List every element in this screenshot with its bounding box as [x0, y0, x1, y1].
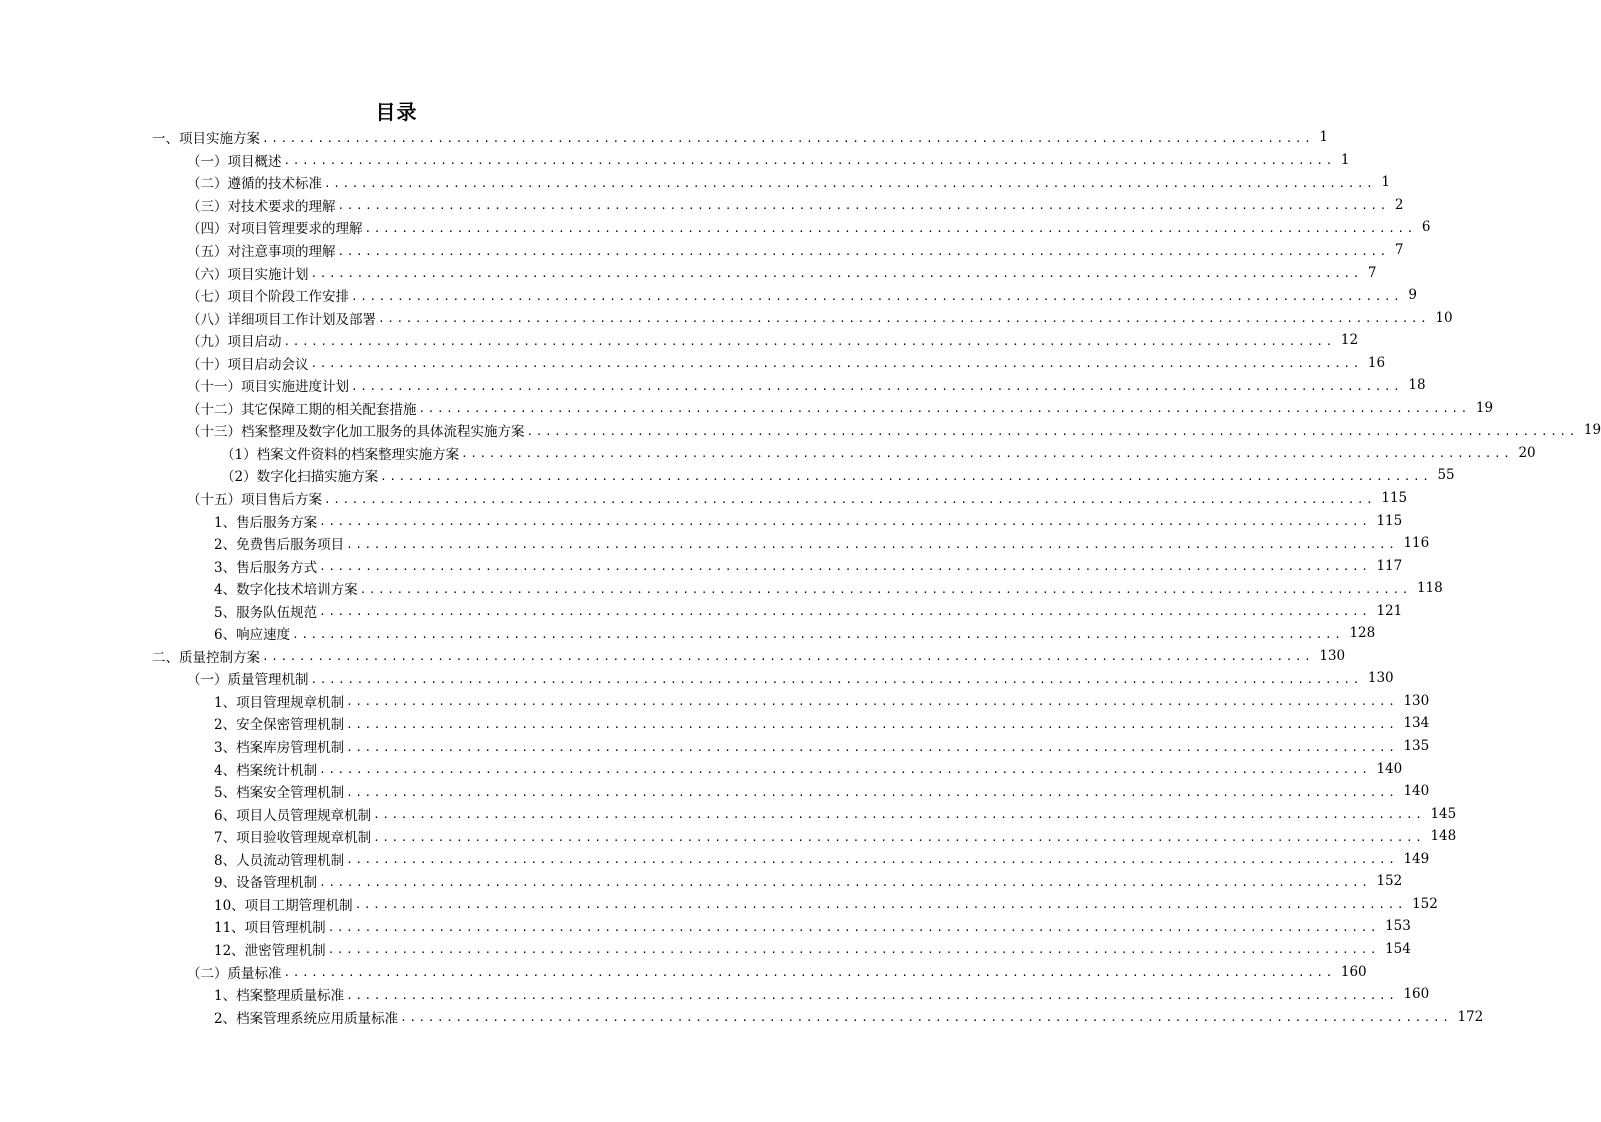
toc-entry-page: 145	[1430, 805, 1457, 822]
table-of-contents	[0, 126, 1601, 1028]
toc-entry-page: 152	[1412, 895, 1438, 912]
toc-entry-label: 6、响应速度	[214, 627, 291, 644]
toc-entry[interactable]	[0, 802, 1457, 825]
toc-entry-label: （一）项目概述	[187, 153, 282, 170]
toc-leader-dots: ..................................................................................................................	[262, 650, 1314, 664]
toc-leader-dots: ..................................................................................................................	[324, 492, 1376, 506]
toc-entry-page: 19	[1583, 422, 1601, 439]
toc-entry-page: 19	[1475, 399, 1494, 416]
toc-leader-dots: ..................................................................................................................	[346, 695, 1398, 709]
toc-entry[interactable]	[0, 261, 1377, 284]
toc-entry-label: 3、售后服务方式	[214, 559, 318, 576]
toc-entry-page: 9	[1408, 287, 1417, 304]
toc-entry-label: 10、项目工期管理机制	[214, 897, 353, 914]
toc-entry-page: 140	[1376, 760, 1403, 777]
toc-entry-label: 3、档案库房管理机制	[214, 740, 345, 757]
toc-entry-page: 154	[1385, 940, 1411, 957]
toc-entry-label: 5、档案安全管理机制	[214, 785, 345, 802]
toc-entry-page: 1	[1319, 129, 1328, 146]
toc-entry-page: 153	[1385, 918, 1411, 935]
toc-entry[interactable]	[0, 1005, 1484, 1028]
toc-entry[interactable]	[0, 194, 1404, 217]
toc-entry-page: 20	[1518, 444, 1536, 461]
toc-entry-label: 12、泄密管理机制	[214, 942, 326, 959]
toc-entry-page: 1	[1340, 151, 1350, 168]
toc-entry[interactable]	[0, 757, 1403, 780]
toc-leader-dots: ..................................................................................................................	[373, 808, 1425, 822]
toc-leader-dots: ..................................................................................................................	[319, 763, 1371, 777]
toc-leader-dots: ..................................................................................................................	[310, 267, 1362, 281]
toc-leader-dots: ..................................................................................................................	[319, 875, 1371, 889]
toc-entry-page: 148	[1430, 828, 1457, 845]
toc-entry-page: 130	[1403, 692, 1430, 709]
toc-leader-dots: ..................................................................................................................	[337, 199, 1389, 213]
toc-entry-page: 116	[1403, 535, 1430, 552]
toc-entry-label: 1、项目管理规章机制	[214, 694, 345, 711]
toc-entry-page: 135	[1403, 738, 1430, 755]
toc-leader-dots: ..................................................................................................................	[327, 920, 1380, 934]
toc-entry-page: 152	[1376, 873, 1403, 890]
toc-entry-label: （二）质量标准	[187, 965, 282, 982]
toc-entry-label: 5、服务队伍规范	[214, 604, 318, 621]
toc-leader-dots: ..................................................................................................................	[418, 402, 1470, 416]
toc-title: 目录	[375, 100, 418, 124]
toc-leader-dots: ..................................................................................................................	[378, 312, 1430, 326]
toc-entry[interactable]	[0, 351, 1386, 374]
toc-entry-label: 9、设备管理机制	[214, 875, 318, 892]
toc-leader-dots: ..................................................................................................................	[283, 966, 1335, 979]
toc-entry-page: 2	[1394, 196, 1404, 213]
toc-entry-label: （一）质量管理机制	[187, 672, 309, 689]
toc-entry-label: （八）详细项目工作计划及部署	[187, 311, 376, 328]
toc-leader-dots: ..................................................................................................................	[359, 582, 1411, 596]
toc-entry-label: 1、档案整理质量标准	[214, 988, 345, 1005]
toc-entry[interactable]	[0, 983, 1430, 1006]
toc-leader-dots: ..................................................................................................................	[283, 154, 1335, 168]
toc-entry[interactable]	[0, 667, 1394, 690]
toc-leader-dots: ..................................................................................................................	[380, 469, 1432, 483]
toc-entry-label: （1）档案文件资料的档案整理实施方案	[221, 446, 460, 463]
toc-entry-label: （二）遵循的技术标准	[187, 176, 322, 193]
toc-entry-label: 2、免费售后服务项目	[214, 537, 345, 554]
toc-entry-page: 130	[1319, 647, 1346, 664]
toc-entry-label: （六）项目实施计划	[187, 266, 309, 283]
toc-entry-label: （五）对注意事项的理解	[187, 244, 336, 260]
toc-leader-dots: ..................................................................................................................	[346, 537, 1398, 551]
toc-entry[interactable]	[0, 464, 1455, 487]
toc-entry[interactable]	[0, 780, 1430, 803]
toc-entry-label: 2、安全保密管理机制	[214, 717, 345, 734]
toc-entry[interactable]	[0, 509, 1403, 532]
toc-leader-dots: ..................................................................................................................	[346, 740, 1398, 754]
toc-entry-page: 121	[1376, 602, 1403, 619]
toc-entry-page: 128	[1349, 625, 1376, 642]
toc-entry[interactable]	[0, 329, 1359, 352]
toc-entry-label: 1、售后服务方案	[214, 514, 318, 531]
toc-entry[interactable]	[0, 938, 1411, 961]
toc-entry-page: 6	[1421, 219, 1431, 236]
toc-leader-dots: ..................................................................................................................	[310, 357, 1362, 371]
toc-entry-label: 4、档案统计机制	[214, 762, 318, 779]
toc-entry-page: 115	[1376, 512, 1403, 529]
toc-entry-label: 11、项目管理机制	[214, 920, 326, 937]
toc-entry-page: 7	[1367, 264, 1377, 281]
toc-leader-dots: ..................................................................................................................	[461, 447, 1513, 461]
toc-entry-label: （七）项目个阶段工作安排	[187, 289, 349, 306]
toc-entry-label: 6、项目人员管理规章机制	[214, 807, 372, 824]
toc-entry-label: （十）项目启动会议	[187, 356, 309, 373]
toc-entry[interactable]	[0, 870, 1403, 893]
toc-entry-page: 130	[1367, 670, 1394, 687]
toc-entry-page: 18	[1408, 377, 1426, 394]
toc-leader-dots: ..................................................................................................................	[310, 672, 1362, 686]
toc-entry-page: 16	[1367, 354, 1386, 371]
toc-entry-label: （四）对项目管理要求的理解	[187, 221, 363, 238]
toc-leader-dots: ..................................................................................................................	[346, 988, 1398, 1002]
toc-entry-page: 55	[1437, 467, 1455, 484]
toc-entry[interactable]	[0, 915, 1411, 938]
toc-entry[interactable]	[0, 374, 1426, 397]
toc-entry-page: 1	[1381, 174, 1390, 191]
toc-entry[interactable]	[0, 690, 1430, 713]
toc-entry-label: （十三）档案整理及数字化加工服务的具体流程实施方案	[187, 424, 525, 441]
toc-entry-label: （十一）项目实施进度计划	[187, 379, 349, 396]
toc-entry[interactable]	[0, 848, 1430, 871]
toc-entry[interactable]	[0, 419, 1601, 442]
toc-entry-label: 8、人员流动管理机制	[214, 852, 345, 869]
toc-leader-dots: ..................................................................................................................	[346, 717, 1398, 731]
toc-entry[interactable]	[0, 126, 1328, 149]
toc-entry[interactable]	[0, 735, 1430, 758]
toc-entry[interactable]	[0, 712, 1430, 735]
toc-entry[interactable]	[0, 893, 1438, 916]
toc-entry[interactable]	[0, 149, 1350, 172]
toc-entry[interactable]	[0, 960, 1367, 983]
toc-entry[interactable]	[0, 216, 1431, 239]
toc-entry-label: （三）对技术要求的理解	[187, 198, 336, 215]
toc-leader-dots: ..................................................................................................................	[319, 605, 1371, 619]
toc-entry-label: 2、档案管理系统应用质量标准	[214, 1010, 399, 1027]
toc-leader-dots: ..................................................................................................................	[319, 560, 1371, 574]
toc-leader-dots: ..................................................................................................................	[262, 131, 1314, 145]
toc-entry-page: 149	[1403, 850, 1430, 867]
toc-leader-dots: ..................................................................................................................	[526, 424, 1578, 438]
toc-leader-dots: ..................................................................................................................	[351, 379, 1403, 393]
toc-leader-dots: ..................................................................................................................	[283, 334, 1335, 348]
toc-entry-page: 160	[1340, 963, 1367, 980]
toc-entry-page: 172	[1457, 1008, 1484, 1025]
toc-entry[interactable]	[0, 397, 1494, 420]
toc-leader-dots: ..................................................................................................................	[351, 289, 1403, 303]
toc-leader-dots: ..................................................................................................................	[327, 943, 1380, 957]
toc-entry[interactable]	[0, 171, 1390, 194]
toc-entry[interactable]	[0, 306, 1453, 329]
toc-entry-label: （十二）其它保障工期的相关配套措施	[187, 401, 417, 418]
toc-leader-dots: ..................................................................................................................	[292, 627, 1344, 641]
toc-leader-dots: ..................................................................................................................	[324, 176, 1376, 190]
toc-entry-label: 二、质量控制方案	[152, 649, 260, 666]
toc-entry[interactable]	[0, 532, 1430, 555]
toc-leader-dots: ..................................................................................................................	[364, 221, 1416, 235]
toc-leader-dots: ..................................................................................................................	[346, 785, 1398, 799]
toc-entry-page: 118	[1416, 580, 1443, 597]
toc-entry-label: 7、项目验收管理规章机制	[214, 830, 372, 847]
toc-entry-page: 12	[1340, 332, 1359, 349]
toc-leader-dots: ..................................................................................................................	[373, 830, 1425, 844]
toc-entry-label: 一、项目实施方案	[152, 131, 260, 148]
toc-entry[interactable]	[0, 284, 1417, 307]
toc-leader-dots: ..................................................................................................................	[400, 1011, 1452, 1025]
toc-entry[interactable]	[0, 554, 1403, 577]
toc-entry-page: 10	[1435, 309, 1453, 326]
toc-entry-page: 117	[1376, 557, 1403, 574]
toc-entry[interactable]	[0, 825, 1457, 848]
toc-leader-dots: ..................................................................................................................	[354, 898, 1407, 912]
toc-entry-label: （2）数字化扫描实施方案	[221, 469, 379, 486]
toc-entry[interactable]	[0, 239, 1404, 262]
toc-entry-label: 4、数字化技术培训方案	[214, 582, 358, 599]
toc-entry-page: 140	[1403, 783, 1430, 800]
toc-entry-label: （九）项目启动	[187, 334, 282, 351]
toc-leader-dots: ..................................................................................................................	[346, 853, 1398, 867]
toc-entry[interactable]	[0, 645, 1346, 668]
toc-entry[interactable]	[0, 442, 1536, 465]
toc-entry-page: 160	[1403, 986, 1430, 1003]
toc-entry[interactable]	[0, 599, 1403, 622]
toc-leader-dots: ..................................................................................................................	[337, 244, 1389, 258]
toc-entry-label: （十五）项目售后方案	[187, 492, 322, 509]
toc-entry-page: 115	[1381, 490, 1408, 507]
toc-entry[interactable]	[0, 487, 1408, 510]
toc-entry[interactable]	[0, 577, 1443, 600]
toc-leader-dots: ..................................................................................................................	[319, 515, 1371, 529]
toc-entry-page: 134	[1403, 715, 1430, 732]
toc-entry[interactable]	[0, 622, 1376, 645]
toc-entry-page: 7	[1394, 242, 1404, 258]
